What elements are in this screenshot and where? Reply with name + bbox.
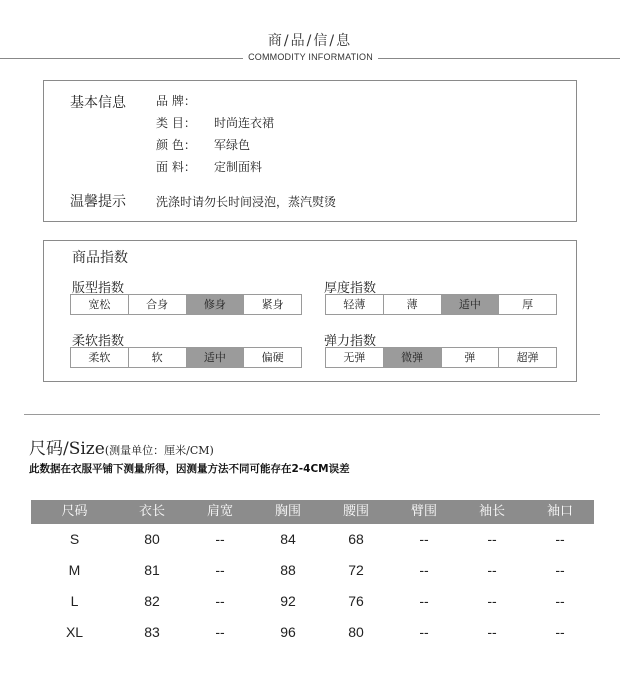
column-header: 肩宽 [206,504,233,519]
header-rule-left [0,58,243,59]
tip-text: 洗涤时请勿长时间浸泡，蒸汽熨烫 [156,195,337,209]
table-row [31,617,594,648]
scale-option: 宽松 [71,295,129,314]
info-key: 品 牌： [156,94,196,108]
table-cell: 80 [144,531,160,547]
table-cell: -- [487,624,497,640]
table-cell: 96 [280,624,296,640]
elasticity-scale [325,347,557,368]
table-cell: L [70,593,79,609]
table-cell: XL [65,624,84,640]
info-row-brand [156,92,214,109]
table-cell: 68 [348,531,364,547]
size-unit: (测量单位：厘米/CM) [104,444,214,457]
table-cell: -- [555,593,565,609]
table-cell: -- [555,531,565,547]
size-table-header [31,500,594,524]
table-cell: 83 [144,624,160,640]
table-cell: -- [215,531,225,547]
table-cell: 80 [348,624,364,640]
table-cell: 76 [348,593,364,609]
table-cell: 84 [280,531,296,547]
scale-option: 柔软 [71,348,129,367]
scale-option: 偏硬 [261,351,284,364]
info-value: 定制面料 [214,160,263,174]
info-value: 军绿色 [214,138,251,152]
size-title-text: 尺码/Size [29,439,105,459]
info-row-fabric [156,158,262,175]
table-cell: -- [555,624,565,640]
table-row [31,586,594,617]
table-row [31,524,594,555]
index-title: 商品指数 [72,250,128,266]
column-header: 尺码 [61,504,88,519]
column-header: 腰围 [342,504,369,519]
table-cell: -- [215,562,225,578]
index-label-elasticity: 弹力指数 [324,334,377,349]
scale-option: 弹 [442,348,500,367]
section-divider [24,414,600,415]
table-cell: 92 [280,593,296,609]
scale-option: 软 [129,348,187,367]
table-row [31,555,594,586]
table-cell: 82 [144,593,160,609]
table-cell: -- [419,624,429,640]
table-cell: -- [215,593,225,609]
column-header: 胸围 [274,504,301,519]
scale-option: 适中 [442,295,500,314]
table-cell: -- [487,531,497,547]
table-cell: 88 [280,562,296,578]
info-key: 颜 色： [156,138,196,152]
size-table-body [31,524,594,648]
section-title: 商/品/信/息 [267,33,353,49]
scale-option: 超弹 [516,351,539,364]
info-key: 面 料： [156,160,196,174]
table-cell: -- [419,593,429,609]
basic-info-heading: 基本信息 [70,95,126,111]
scale-option: 适中 [187,348,245,367]
scale-option: 紧身 [261,298,284,311]
softness-scale [70,347,302,368]
index-label-thickness: 厚度指数 [324,281,377,296]
column-header: 衣长 [138,504,165,519]
scale-option: 合身 [129,295,187,314]
column-header: 袖口 [546,504,573,519]
basic-info-panel [43,80,577,222]
header-rule-right [378,58,620,59]
info-value: 时尚连衣裙 [214,116,275,130]
table-cell: S [69,531,80,547]
table-cell: M [68,562,81,578]
info-row-color [156,136,250,153]
index-label-fit: 版型指数 [72,281,125,296]
size-table [31,500,594,648]
product-index-panel [43,240,577,382]
table-cell: -- [487,593,497,609]
section-subtitle: COMMODITY INFORMATION [248,52,373,62]
info-key: 类 目： [156,116,196,130]
table-cell: -- [419,562,429,578]
table-cell: 72 [348,562,364,578]
size-note: 此数据在衣服平铺下测量所得，因测量方法不同可能存在2-4CM误差 [29,463,350,475]
scale-option: 薄 [384,295,442,314]
index-label-softness: 柔软指数 [72,334,125,349]
table-cell: 81 [144,562,160,578]
fit-scale [70,294,302,315]
table-cell: -- [215,624,225,640]
info-row-category [156,114,274,131]
scale-option: 修身 [187,295,245,314]
size-title [29,434,214,459]
table-cell: -- [487,562,497,578]
column-header: 袖长 [478,504,505,519]
table-cell: -- [555,562,565,578]
scale-option: 轻薄 [326,295,384,314]
tip-heading: 温馨提示 [70,194,126,210]
column-header: 臂围 [410,504,437,519]
scale-option: 厚 [522,298,534,311]
thickness-scale [325,294,557,315]
scale-option: 无弹 [326,348,384,367]
scale-option: 微弹 [384,348,442,367]
table-cell: -- [419,531,429,547]
